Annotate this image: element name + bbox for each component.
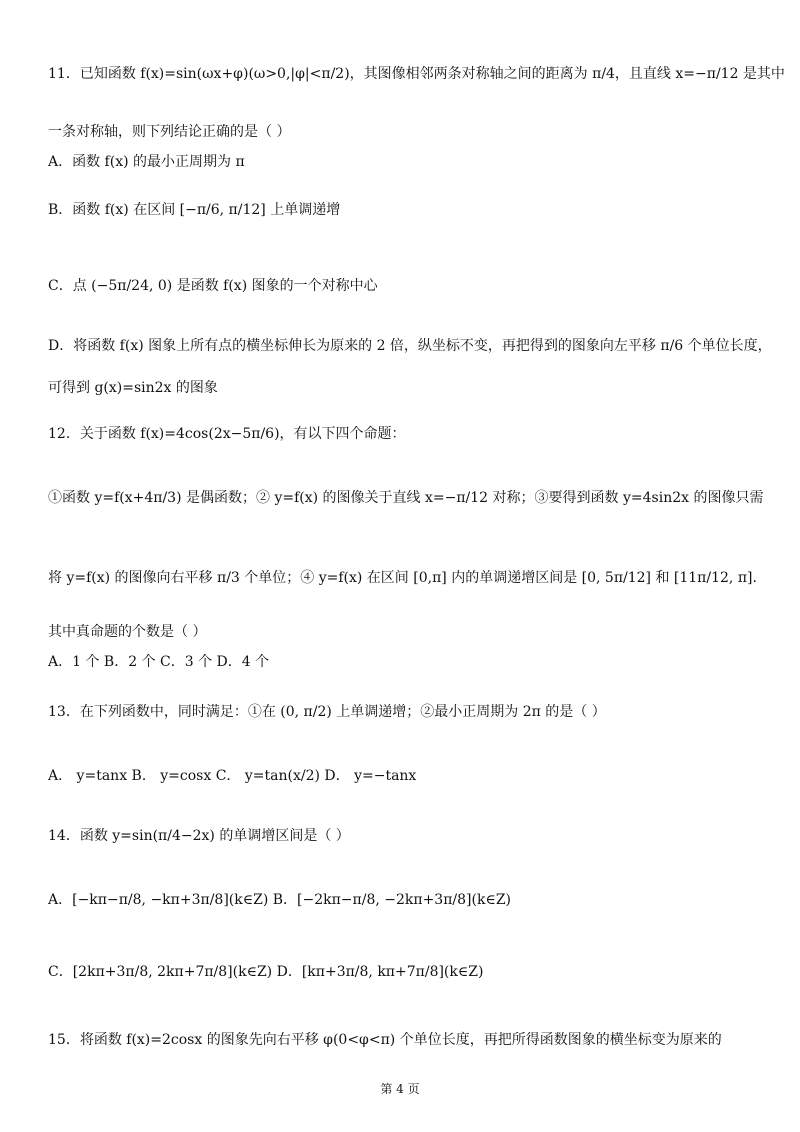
q12-propositions-1: ①函数 y=f(x+4π/3) 是偶函数；② y=f(x) 的图像关于直线 x=−π/12 对称；③要得到函数 y=4sin2x 的图像只需: [48, 490, 764, 506]
q14-options-cd: C．[2kπ+3π/8, 2kπ+7π/8](k∈Z) D．[kπ+3π/8, kπ+7π/8](k∈Z): [48, 964, 484, 980]
page-number: 第 4 页: [380, 1082, 420, 1096]
q15-stem: 15．将函数 f(x)=2cosx 的图象先向右平移 φ(0<φ<π) 个单位长度，再把所得函数图象的横坐标变为原来的: [48, 1032, 722, 1048]
q11-stem-line1: 11．已知函数 f(x)=sin(ωx+φ)(ω>0,|φ|<π/2)，其图像相邻两条对称轴之间的距离为 π/4，且直线 x=−π/12 是其中: [48, 66, 785, 82]
q11-option-a: A．函数 f(x) 的最小正周期为 π: [48, 154, 245, 170]
q11-stem-line2: 一条对称轴，则下列结论正确的是（ ）: [48, 124, 291, 140]
q11-option-d-line2: 可得到 g(x)=sin2x 的图象: [48, 380, 218, 396]
q12-propositions-2: 将 y=f(x) 的图像向右平移 π/3 个单位；④ y=f(x) 在区间 [0,π] 内的单调递增区间是 [0, 5π/12] 和 [11π/12, π].: [48, 570, 757, 586]
q14-options-ab: A．[−kπ−π/8, −kπ+3π/8](k∈Z) B．[−2kπ−π/8, −2kπ+3π/8](k∈Z): [48, 892, 512, 908]
q14-stem: 14．函数 y=sin(π/4−2x) 的单调增区间是（ ）: [48, 828, 350, 844]
q11-option-d-line1: D．将函数 f(x) 图象上所有点的横坐标伸长为原来的 2 倍，纵坐标不变，再把得到的图象向左平移 π/6 个单位长度，: [48, 338, 772, 354]
q12-stem: 12．关于函数 f(x)=4cos(2x−5π/6)，有以下四个命题：: [48, 426, 406, 442]
q12-question: 其中真命题的个数是（ ）: [48, 624, 207, 640]
q11-option-b: B．函数 f(x) 在区间 [−π/6, π/12] 上单调递增: [48, 202, 341, 218]
q13-stem: 13．在下列函数中，同时满足：①在 (0, π/2) 上单调递增；②最小正周期为 2π 的是（ ）: [48, 704, 606, 720]
q13-options: A． y=tanx B． y=cosx C． y=tan(x/2) D． y=−tanx: [48, 768, 417, 784]
q11-option-c: C．点 (−5π/24, 0) 是函数 f(x) 图象的一个对称中心: [48, 278, 378, 294]
q12-options: A．1 个 B．2 个 C．3 个 D．4 个: [48, 654, 270, 670]
